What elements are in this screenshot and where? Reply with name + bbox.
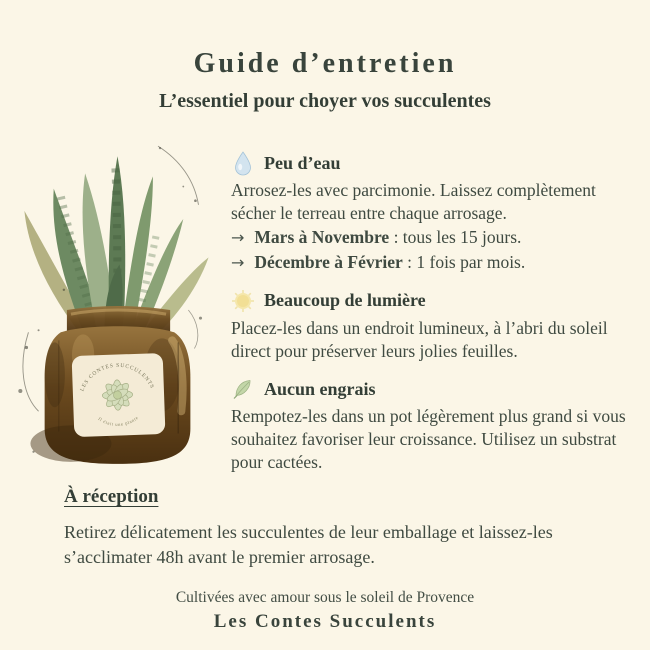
watering-schedule-item (231, 250, 629, 275)
jar-label-top-text: LES CONTES SUCCULENTS (79, 362, 156, 393)
section-water-title: Peu d’eau (264, 152, 341, 173)
watering-schedule-item (231, 225, 629, 250)
section-water-body: Arrosez-les avec parcimonie. Laissez complètement sécher le terreau entre chaque arrosage. (231, 180, 596, 224)
jar-label-bottom-text: Il était une plante (96, 415, 141, 428)
section-water (231, 150, 629, 275)
section-light-title: Beaucoup de lumière (264, 290, 426, 311)
reception-body: Retirez délicatement les succulentes de leur emballage et laissez-les s’acclimater 48h avant le premier arrosage. (64, 522, 553, 568)
page-title: Guide d’entretien (193, 48, 457, 79)
section-light (231, 288, 629, 363)
footer (0, 589, 650, 633)
schedule-detail: : tous les 15 jours. (389, 227, 522, 248)
reception-section (64, 486, 624, 570)
page-subtitle: L’essentiel pour choyer vos succulentes (159, 90, 491, 112)
arrow-right-icon: → (231, 228, 245, 248)
section-fertilizer-body: Rempotez-les dans un pot légèrement plus grand si vous souhaitez favoriser leur croissance. Utilisez un substrat pour cactées. (231, 406, 626, 473)
footer-tagline: Cultivées avec amour sous le soleil de Provence (175, 589, 475, 606)
schedule-period: Mars à Novembre (254, 227, 390, 248)
leaf-icon (231, 376, 255, 402)
section-fertilizer (231, 376, 629, 474)
sun-icon (231, 288, 255, 314)
jar-label (72, 353, 166, 437)
schedule-detail: : 1 fois par mois. (402, 252, 526, 273)
succulent-jar-illustration (8, 140, 226, 474)
reception-heading: À réception (64, 486, 159, 507)
care-instructions (231, 150, 629, 487)
arrow-right-icon: → (231, 253, 245, 273)
water-drop-icon (231, 150, 255, 176)
section-light-body: Placez-les dans un endroit lumineux, à l’abri du soleil direct pour préserver leurs jolies feuilles. (231, 317, 608, 361)
section-fertilizer-heading (231, 376, 629, 402)
watercolor-succulent-svg (8, 140, 226, 474)
section-water-heading (231, 150, 629, 176)
section-fertilizer-title: Aucun engrais (264, 378, 376, 399)
section-light-heading (231, 288, 629, 314)
schedule-period: Décembre à Février (254, 252, 403, 273)
brand-name: Les Contes Succulents (213, 611, 437, 632)
